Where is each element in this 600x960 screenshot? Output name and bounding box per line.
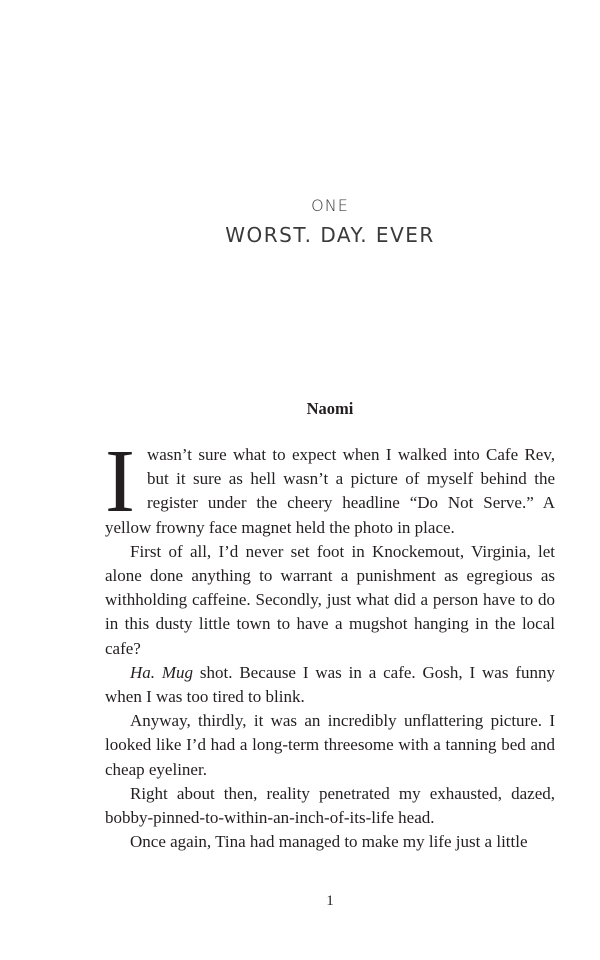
paragraph-1-text: wasn’t sure what to expect when I walked into Cafe Rev, but it sure as hell wasn’t a picture of myself behind the register under the cheery headline “Do Not Serve.” A yellow frowny face magnet held the photo in place. bbox=[105, 445, 555, 537]
paragraph-6: Once again, Tina had managed to make my life just a little bbox=[130, 832, 528, 852]
paragraph-3-text: shot. Because I was in a cafe. Gosh, I was funny when I was too tired to blink. bbox=[105, 662, 555, 707]
paragraph-5: Right about then, reality penetrated my exhausted, dazed, bobby-pinned-to-within-an-inch-of-its-life head. bbox=[105, 783, 555, 828]
page-number: 1 bbox=[326, 893, 334, 909]
paragraph-2: First of all, I’d never set foot in Knockemout, Virginia, let alone done anything to warrant a punishment as egregious as withholding caffeine. Secondly, just what did a person have to do in this dusty little town to have a mugshot hanging in the local cafe? bbox=[105, 541, 555, 658]
paragraph-3-italic: Ha. Mug bbox=[130, 662, 194, 682]
paragraph-4: Anyway, thirdly, it was an incredibly unflattering picture. I looked like I’d had a long-term threesome with a tanning bed and cheap eyeliner. bbox=[105, 711, 555, 779]
chapter-number: ONE bbox=[311, 196, 349, 215]
paragraph-3 bbox=[105, 661, 555, 709]
pov-character-name: Naomi bbox=[306, 399, 354, 418]
paragraph-1 bbox=[105, 432, 555, 540]
chapter-title: WORST. DAY. EVER bbox=[225, 223, 435, 247]
body-text bbox=[105, 432, 555, 854]
drop-cap: I bbox=[105, 432, 135, 531]
